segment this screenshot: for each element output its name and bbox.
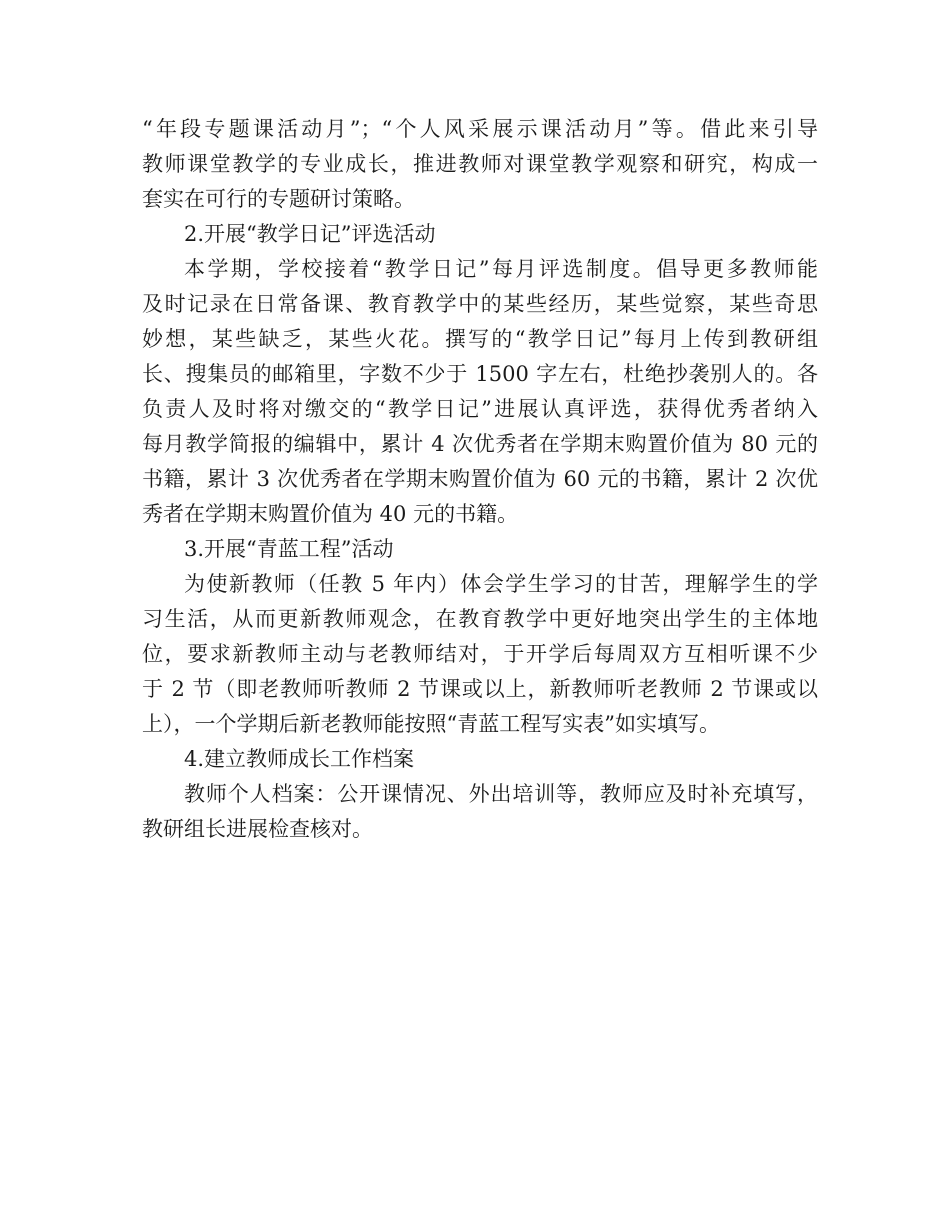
document-body	[142, 112, 818, 847]
text-line: “年段专题课活动月”；“个人风采展示课活动月”等。借此来引导	[142, 117, 818, 141]
text-line: 书籍，累计 3 次优秀者在学期末购置价值为 60 元的书籍，累计 2 次优	[142, 467, 818, 491]
text-line: 4.建立教师成长工作档案	[184, 747, 415, 771]
text-line: 习生活，从而更新教师观念，在教育教学中更好地突出学生的主体地	[142, 607, 818, 631]
text-line: 本学期，学校接着“教学日记”每月评选制度。倡导更多教师能	[184, 257, 818, 281]
text-line: 于 2 节（即老教师听教师 2 节课或以上，新教师听老教师 2 节课或以	[142, 677, 818, 701]
text-line: 长、搜集员的邮箱里，字数不少于 1500 字左右，杜绝抄袭别人的。各	[142, 362, 818, 386]
text-line: 3.开展“青蓝工程”活动	[184, 537, 394, 561]
text-line: 上），一个学期后新老教师能按照“青蓝工程写实表”如实填写。	[142, 712, 720, 736]
text-line: 教研组长进展检查核对。	[142, 817, 373, 841]
text-line: 秀者在学期末购置价值为 40 元的书籍。	[142, 502, 519, 526]
text-line: 位，要求新教师主动与老教师结对，于开学后每周双方互相听课不少	[142, 642, 818, 666]
text-line: 为使新教师（任教 5 年内）体会学生学习的甘苦，理解学生的学	[184, 572, 818, 596]
text-line: 每月教学简报的编辑中，累计 4 次优秀者在学期末购置价值为 80 元的	[142, 432, 818, 456]
text-line: 教师课堂教学的专业成长，推进教师对课堂教学观察和研究，构成一	[142, 152, 818, 176]
text-line: 2.开展“教学日记”评选活动	[184, 222, 436, 246]
text-line: 教师个人档案：公开课情况、外出培训等，教师应及时补充填写，	[184, 782, 818, 806]
text-line: 妙想，某些缺乏，某些火花。撰写的“教学日记”每月上传到教研组	[142, 327, 818, 351]
text-line: 及时记录在日常备课、教育教学中的某些经历，某些觉察，某些奇思	[142, 292, 818, 316]
text-line: 负责人及时将对缴交的“教学日记”进展认真评选，获得优秀者纳入	[142, 397, 818, 421]
text-line: 套实在可行的专题研讨策略。	[142, 187, 415, 211]
